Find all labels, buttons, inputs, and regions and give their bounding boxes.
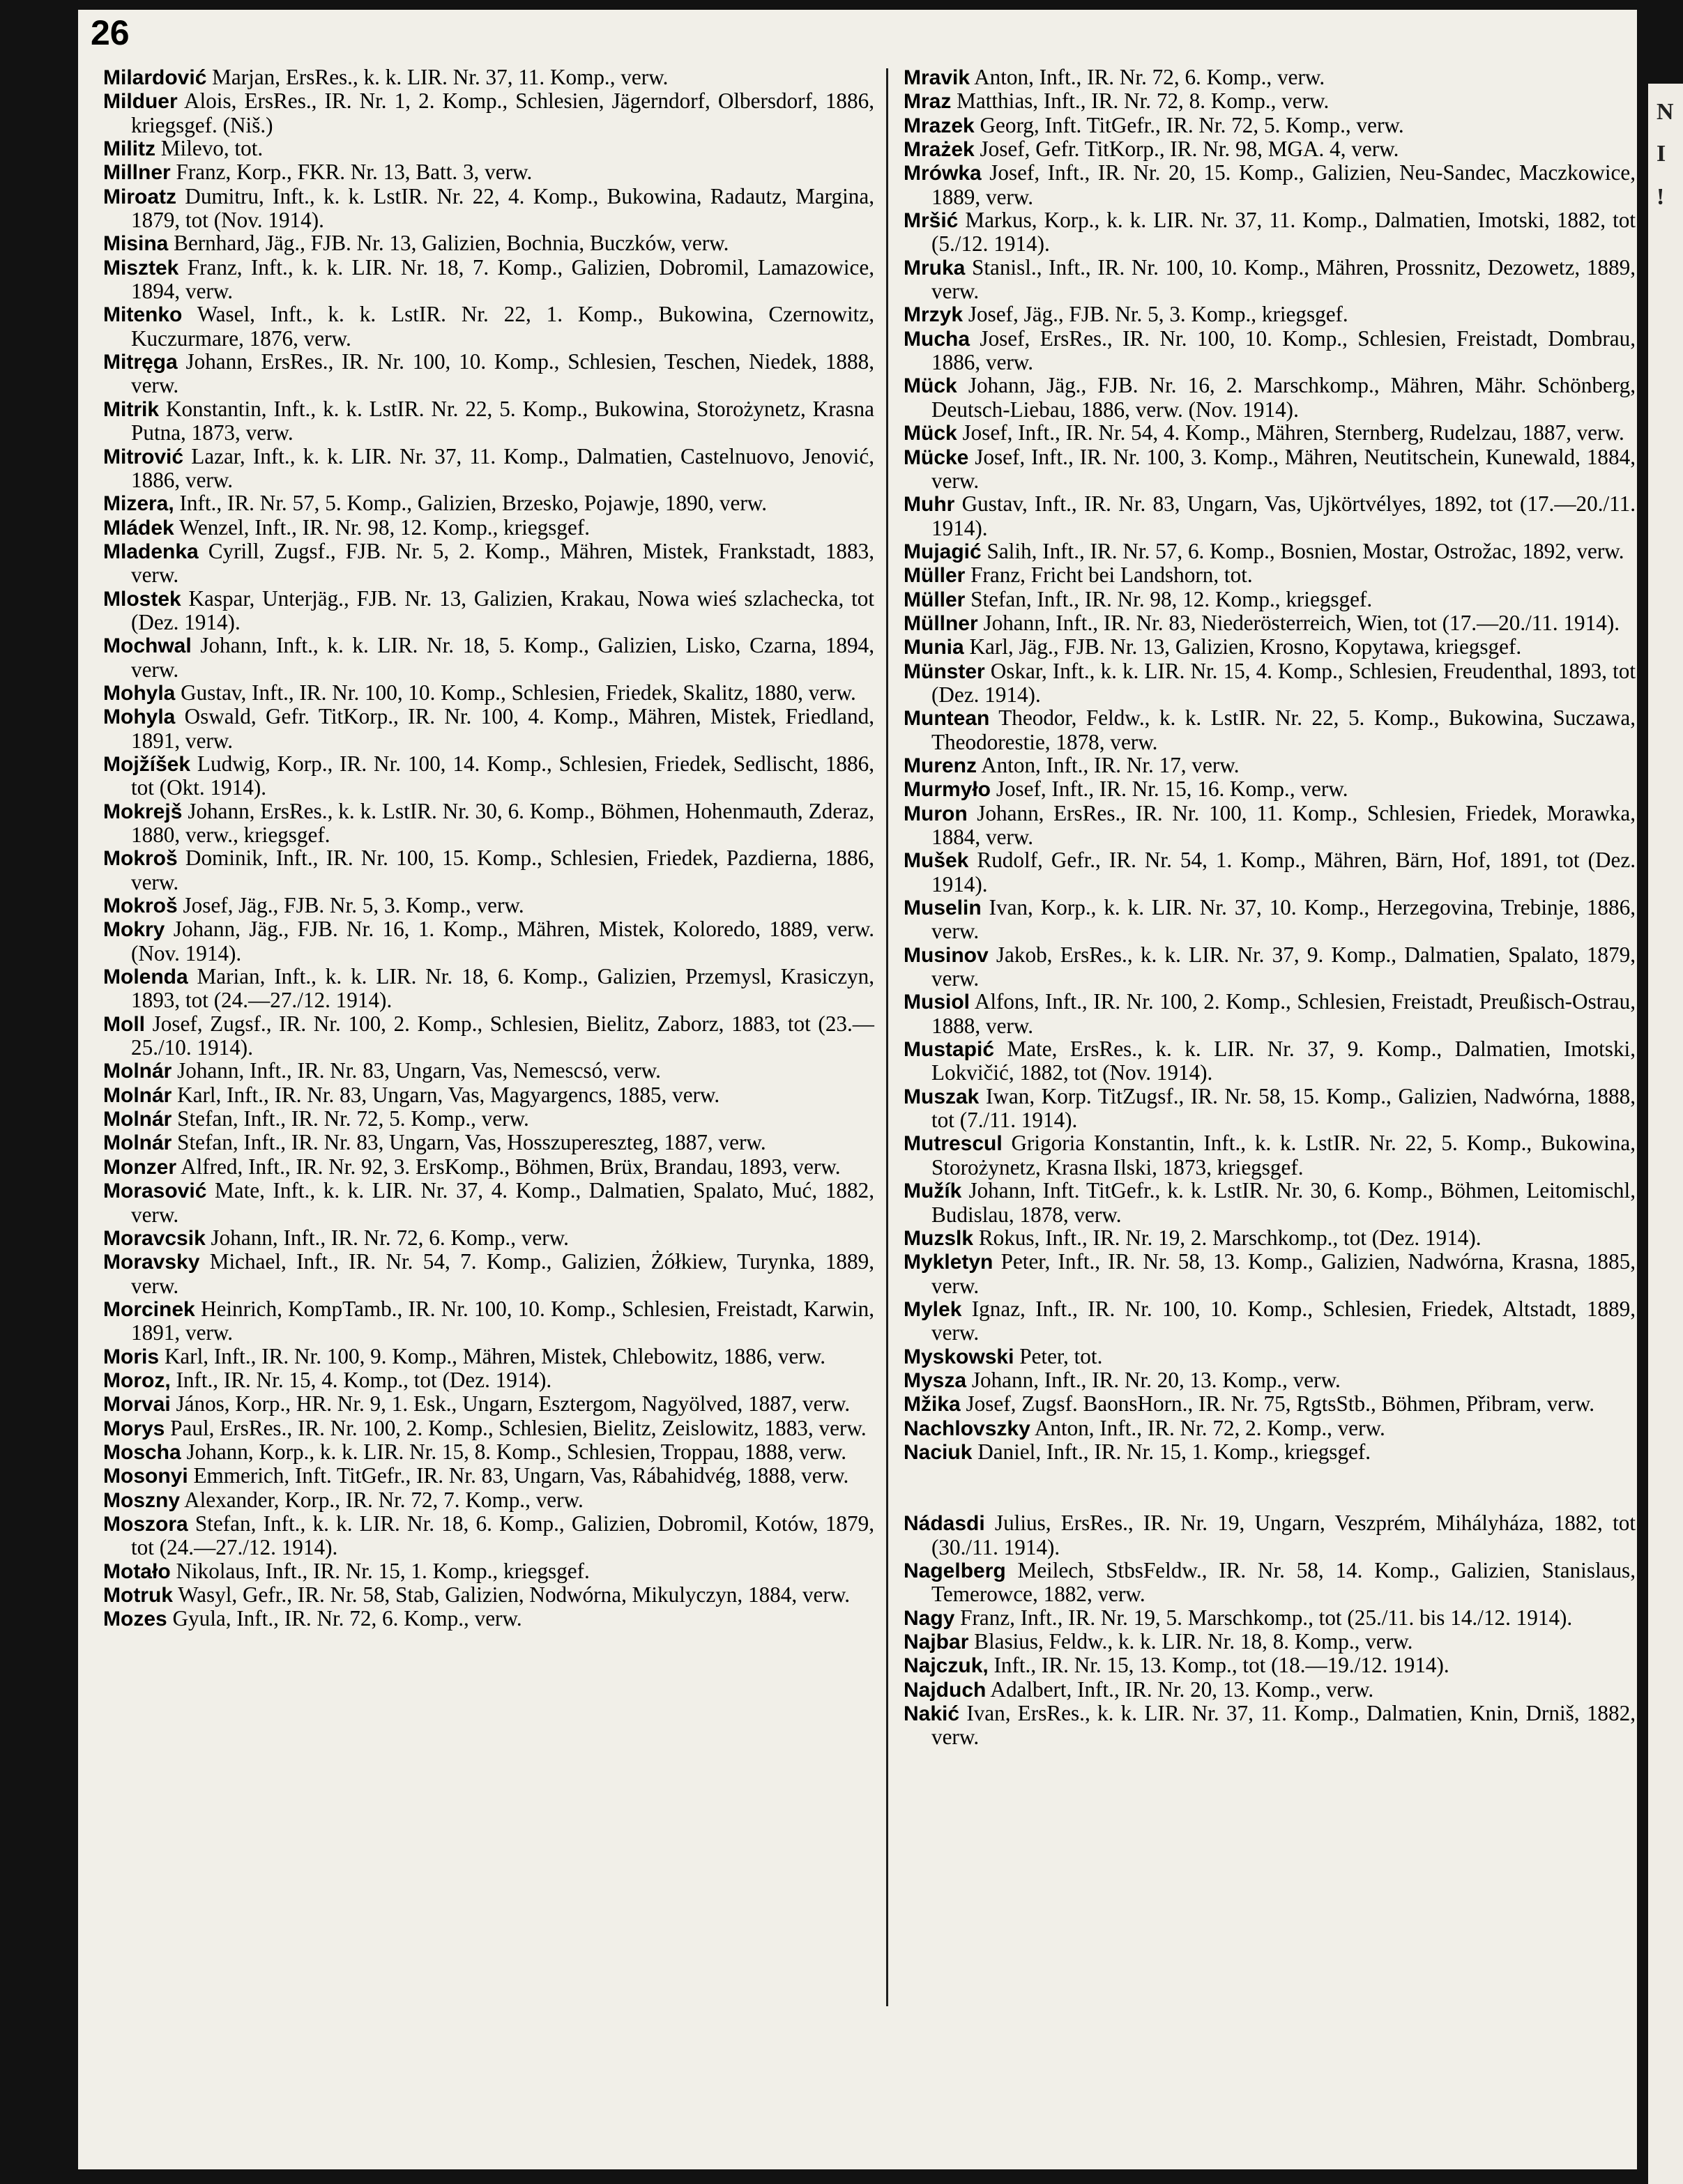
entry-details: Josef, Jäg., FJB. Nr. 5, 3. Komp., kriegsgef.	[963, 302, 1348, 327]
adjacent-page-fragment: !	[1657, 184, 1665, 210]
entry-surname: Mitręga	[103, 351, 178, 374]
casualty-entry	[904, 1037, 1636, 1085]
entry-surname: Mršić	[904, 209, 959, 233]
entry-surname: Mladenka	[103, 540, 199, 563]
entry-surname: Nagelberg	[904, 1559, 1006, 1582]
entry-surname: Mylek	[904, 1297, 962, 1321]
casualty-entry	[904, 754, 1636, 777]
casualty-entry	[103, 1107, 874, 1131]
entry-surname: Molnár	[103, 1131, 172, 1155]
casualty-entry	[103, 917, 874, 965]
entry-surname: Mozes	[103, 1608, 167, 1631]
entry-details: Anton, Inft., IR. Nr. 17, verw.	[977, 752, 1240, 777]
entry-details: Stefan, Inft., IR. Nr. 83, Ungarn, Vas, Hosszupereszteg, 1887, verw.	[172, 1130, 766, 1155]
entry-details: Franz, Inft., IR. Nr. 19, 5. Marschkomp., tot (25./11. bis 14./12. 1914).	[954, 1605, 1573, 1630]
entry-details: Johann, Korp., k. k. LIR. Nr. 15, 8. Komp., Schlesien, Troppau, 1888, verw.	[181, 1439, 847, 1464]
casualty-entry	[103, 256, 874, 303]
casualty-entry	[904, 1702, 1636, 1749]
entry-details: Johann, Jäg., FJB. Nr. 16, 2. Marschkomp., Mähren, Mähr. Schönberg, Deutsch-Liebau, 1886, verw. (Nov. 1914).	[931, 373, 1636, 422]
casualty-entry	[103, 445, 874, 492]
casualty-entry	[103, 1297, 874, 1345]
entry-details: Stefan, Inft., IR. Nr. 98, 12. Komp., kriegsgef.	[965, 586, 1373, 611]
casualty-entry	[103, 397, 874, 445]
casualty-entry	[103, 491, 874, 515]
entry-surname: Mokry	[103, 918, 165, 942]
entry-surname: Moroz,	[103, 1368, 171, 1392]
entry-details: Gyula, Inft., IR. Nr. 72, 6. Komp., verw.	[167, 1606, 522, 1631]
entry-surname: Moris	[103, 1345, 160, 1368]
casualty-entry	[904, 990, 1636, 1037]
casualty-entry	[103, 1131, 874, 1154]
casualty-entry	[103, 1464, 874, 1488]
entry-surname: Militz	[103, 137, 155, 161]
entry-details: Franz, Inft., k. k. LIR. Nr. 18, 7. Komp., Galizien, Dobromil, Lamazowice, 1894, verw.	[131, 254, 874, 304]
entry-details: Alois, ErsRes., IR. Nr. 1, 2. Komp., Schlesien, Jägerndorf, Olbersdorf, 1886, kriegsgef. (Niš.)	[131, 89, 874, 137]
entry-surname: Munia	[904, 636, 964, 659]
entry-details: Markus, Korp., k. k. LIR. Nr. 37, 11. Komp., Dalmatien, Imotski, 1882, tot (5./12. 1914).	[931, 208, 1636, 257]
entry-surname: Molnár	[103, 1083, 172, 1107]
entry-details: Grigoria Konstantin, Inft., k. k. LstIR. Nr. 22, 5. Komp., Bukowina, Storożynetz, Krasna Ilski, 1873, kriegsgef.	[931, 1131, 1636, 1179]
casualty-entry	[904, 89, 1636, 113]
entry-surname: Murenz	[904, 754, 977, 777]
casualty-entry	[904, 635, 1636, 659]
casualty-entry	[103, 231, 874, 255]
entry-surname: Musiol	[904, 991, 970, 1014]
entry-surname: Müller	[904, 588, 966, 611]
entry-details: Daniel, Inft., IR. Nr. 15, 1. Komp., kriegsgef.	[972, 1439, 1371, 1464]
entry-details: Emmerich, Inft. TitGefr., IR. Nr. 83, Ungarn, Vas, Rábahidvég, 1888, verw.	[188, 1463, 849, 1488]
casualty-entry	[103, 1155, 874, 1179]
entry-details: Anton, Inft., IR. Nr. 72, 6. Komp., verw.	[970, 65, 1325, 89]
entry-details: Gustav, Inft., IR. Nr. 100, 10. Komp., Schlesien, Friedek, Skalitz, 1880, verw.	[175, 680, 856, 705]
entry-surname: Mojžíšek	[103, 752, 191, 776]
entry-surname: Müller	[904, 564, 966, 588]
casualty-entry	[103, 634, 874, 681]
casualty-entry	[904, 114, 1636, 137]
entry-surname: Monzer	[103, 1155, 176, 1179]
entry-surname: Moll	[103, 1012, 145, 1036]
casualty-entry	[904, 303, 1636, 326]
entry-details: Meilech, StbsFeldw., IR. Nr. 58, 14. Komp., Galizien, Stanislaus, Temerowce, 1882, verw.	[931, 1557, 1636, 1607]
entry-details: Inft., IR. Nr. 57, 5. Komp., Galizien, Brzesko, Pojawje, 1890, verw.	[174, 491, 768, 516]
entry-details: Blasius, Feldw., k. k. LIR. Nr. 18, 8. Komp., verw.	[968, 1629, 1413, 1654]
casualty-entry	[904, 706, 1636, 754]
entry-details: Michael, Inft., IR. Nr. 54, 7. Komp., Galizien, Żółkiew, Turynka, 1889, verw.	[131, 1249, 874, 1298]
entry-surname: Mlostek	[103, 587, 181, 611]
entry-details: Gustav, Inft., IR. Nr. 83, Ungarn, Vas, Ujkörtvélyes, 1892, tot (17.—20./11. 1914).	[931, 491, 1636, 540]
entry-surname: Nakić	[904, 1702, 960, 1726]
entry-details: Kaspar, Unterjäg., FJB. Nr. 13, Galizien, Krakau, Nowa wieś szlachecka, tot (Dez. 1914).	[131, 586, 874, 634]
entry-details: Peter, tot.	[1014, 1343, 1103, 1368]
entry-details: Josef, Inft., IR. Nr. 20, 15. Komp., Galizien, Neu-Sandec, Maczkowice, 1889, verw.	[931, 160, 1636, 209]
casualty-entry	[904, 896, 1636, 943]
entry-surname: Najczuk,	[904, 1654, 989, 1678]
casualty-entry	[103, 540, 874, 587]
entry-details: Bernhard, Jäg., FJB. Nr. 13, Galizien, Bochnia, Buczków, verw.	[168, 231, 729, 256]
entry-details: Wasyl, Gefr., IR. Nr. 58, Stab, Galizien, Nodwórna, Mikulyczyn, 1884, verw.	[173, 1582, 851, 1607]
entry-surname: Mužík	[904, 1179, 962, 1203]
casualty-entry	[904, 1559, 1636, 1606]
entry-details: Josef, Inft., IR. Nr. 54, 4. Komp., Mähren, Sternberg, Rudelzau, 1887, verw.	[957, 420, 1624, 445]
entry-details: Matthias, Inft., IR. Nr. 72, 8. Komp., verw.	[951, 89, 1330, 114]
adjacent-page-fragment: I	[1657, 141, 1666, 167]
casualty-entry	[904, 777, 1636, 801]
casualty-entry	[103, 1440, 874, 1464]
entry-details: Johann, Inft., k. k. LIR. Nr. 18, 5. Komp., Galizien, Lisko, Czarna, 1894, verw.	[131, 633, 874, 682]
entry-details: Lazar, Inft., k. k. LIR. Nr. 37, 11. Komp., Dalmatien, Castelnuovo, Jenović, 1886, verw.	[131, 443, 874, 492]
entry-details: Karl, Inft., IR. Nr. 83, Ungarn, Vas, Magyargencs, 1885, verw.	[172, 1082, 720, 1107]
entry-surname: Muszak	[904, 1085, 980, 1108]
entry-surname: Miroatz	[103, 185, 176, 208]
casualty-entry	[103, 1607, 874, 1631]
entry-surname: Mochwal	[103, 634, 192, 658]
entry-details: Ivan, ErsRes., k. k. LIR. Nr. 37, 11. Komp., Dalmatien, Knin, Drniš, 1882, verw.	[931, 1701, 1636, 1750]
entry-surname: Misina	[103, 232, 169, 256]
casualty-entry	[904, 943, 1636, 991]
casualty-entry	[904, 1226, 1636, 1250]
entry-details: Alfred, Inft., IR. Nr. 92, 3. ErsKomp., Böhmen, Brüx, Brandau, 1893, verw.	[176, 1154, 841, 1179]
casualty-entry	[103, 1179, 874, 1226]
casualty-entry	[904, 256, 1636, 303]
casualty-entry	[904, 611, 1636, 635]
entry-details: Stefan, Inft., k. k. LIR. Nr. 18, 6. Komp., Galizien, Dobromil, Kotów, 1879, tot (24.—27./12. 1914).	[131, 1511, 874, 1560]
casualty-entry	[904, 1606, 1636, 1630]
casualty-entry	[103, 1250, 874, 1297]
entry-surname: Mohyla	[103, 705, 176, 729]
casualty-entry	[904, 1678, 1636, 1702]
entry-details: Johann, Inft. TitGefr., k. k. LstIR. Nr. 30, 6. Komp., Böhmen, Leitomischl, Budislau, 1878, verw.	[931, 1178, 1636, 1227]
entry-surname: Moszora	[103, 1512, 188, 1536]
casualty-entry	[904, 1179, 1636, 1226]
casualty-entry	[904, 1368, 1636, 1392]
casualty-entry	[904, 1392, 1636, 1416]
entry-details: Josef, Jäg., FJB. Nr. 5, 3. Komp., verw.	[177, 893, 524, 918]
entry-details: Paul, ErsRes., IR. Nr. 100, 2. Komp., Schlesien, Bielitz, Zeislowitz, 1883, verw.	[165, 1415, 867, 1440]
entry-details: Johann, Inft., IR. Nr. 83, Niederösterreich, Wien, tot (17.—20./11. 1914).	[977, 610, 1620, 635]
entry-details: Anton, Inft., IR. Nr. 72, 2. Komp., verw.	[1030, 1415, 1385, 1440]
entry-surname: Molnár	[103, 1060, 172, 1083]
casualty-entry	[103, 1416, 874, 1440]
entry-details: Julius, ErsRes., IR. Nr. 19, Ungarn, Veszprém, Mihályháza, 1882, tot (30./11. 1914).	[931, 1511, 1636, 1559]
casualty-entry	[103, 1583, 874, 1607]
entry-surname: Nagy	[904, 1606, 955, 1630]
casualty-entry	[904, 1297, 1636, 1345]
entry-details: Stefan, Inft., IR. Nr. 72, 5. Komp., verw.	[172, 1106, 529, 1131]
entry-surname: Muselin	[904, 896, 982, 920]
entry-surname: Mohyla	[103, 681, 176, 705]
entry-details: Josef, Gefr. TitKorp., IR. Nr. 98, MGA. 4, verw.	[974, 137, 1399, 162]
adjacent-page-edge	[1648, 84, 1683, 2184]
entry-surname: Moscha	[103, 1440, 181, 1464]
casualty-entry	[103, 965, 874, 1012]
entry-details: Inft., IR. Nr. 15, 4. Komp., tot (Dez. 1914).	[170, 1367, 552, 1392]
entry-surname: Mustapić	[904, 1038, 995, 1062]
entry-surname: Mušek	[904, 849, 969, 873]
casualty-entry	[103, 587, 874, 634]
casualty-entry	[904, 563, 1636, 587]
casualty-entry	[904, 848, 1636, 896]
casualty-entry	[904, 137, 1636, 161]
entry-surname: Mitenko	[103, 303, 183, 327]
entry-surname: Nádasdi	[904, 1512, 985, 1536]
entry-details: Dominik, Inft., IR. Nr. 100, 15. Komp., Schlesien, Friedek, Pazdierna, 1886, verw.	[131, 846, 874, 894]
entry-details: Johann, Inft., IR. Nr. 83, Ungarn, Vas, Nemescsó, verw.	[172, 1058, 661, 1083]
casualty-entry	[904, 1131, 1636, 1179]
casualty-entry	[904, 492, 1636, 540]
entry-details: Oswald, Gefr. TitKorp., IR. Nr. 100, 4. Komp., Mähren, Mistek, Friedland, 1891, verw.	[131, 704, 874, 753]
entry-details: Mate, Inft., k. k. LIR. Nr. 37, 4. Komp., Dalmatien, Spalato, Muć, 1882, verw.	[131, 1178, 874, 1227]
casualty-entry	[103, 752, 874, 800]
entry-details: Marian, Inft., k. k. LIR. Nr. 18, 6. Komp., Galizien, Przemysl, Krasiczyn, 1893, tot (24.—27./12. 1914).	[131, 964, 874, 1013]
entry-surname: Musinov	[904, 943, 989, 967]
entry-surname: Molnár	[103, 1108, 172, 1131]
entry-details: Johann, ErsRes., IR. Nr. 100, 11. Komp., Schlesien, Friedek, Morawka, 1884, verw.	[931, 800, 1636, 849]
entry-surname: Morcinek	[103, 1297, 195, 1321]
entry-details: Milevo, tot.	[155, 136, 264, 161]
entry-details: Marjan, ErsRes., k. k. LIR. Nr. 37, 11. Komp., verw.	[206, 65, 669, 89]
entry-surname: Muron	[904, 802, 968, 825]
entry-details: Ignaz, Inft., IR. Nr. 100, 10. Komp., Schlesien, Friedek, Altstadt, 1889, verw.	[931, 1296, 1636, 1345]
entry-surname: Mitrik	[103, 397, 160, 421]
entry-surname: Mruka	[904, 256, 966, 280]
casualty-entry	[904, 588, 1636, 611]
casualty-entry	[904, 421, 1636, 445]
entry-details: Stanisl., Inft., IR. Nr. 100, 10. Komp., Mähren, Prossnitz, Dezowetz, 1889, verw.	[931, 254, 1636, 304]
entry-surname: Mücke	[904, 445, 969, 469]
casualty-entry	[904, 1085, 1636, 1132]
casualty-entry	[904, 1416, 1636, 1440]
entry-details: Dumitru, Inft., k. k. LstIR. Nr. 22, 4. Komp., Bukowina, Radautz, Margina, 1879, tot (Nov. 1914).	[131, 183, 874, 233]
entry-details: Johann, ErsRes., k. k. LstIR. Nr. 30, 6. Komp., Böhmen, Hohenmauth, Zderaz, 1880, verw., kriegsgef.	[131, 798, 874, 847]
casualty-entry	[904, 161, 1636, 208]
casualty-entry	[103, 1392, 874, 1416]
entry-surname: Myskowski	[904, 1345, 1014, 1368]
casualty-entry	[103, 705, 874, 752]
entry-surname: Mokroš	[103, 847, 178, 871]
casualty-entry	[904, 66, 1636, 89]
entry-details: Johann, Jäg., FJB. Nr. 16, 1. Komp., Mähren, Mistek, Koloredo, 1889, verw. (Nov. 1914).	[131, 917, 874, 965]
casualty-entry	[103, 137, 874, 160]
casualty-entry	[103, 160, 874, 184]
entry-surname: Najduch	[904, 1678, 987, 1702]
entry-surname: Münster	[904, 659, 985, 683]
casualty-entry	[904, 1250, 1636, 1297]
entry-surname: Mizera,	[103, 492, 174, 516]
entry-surname: Morvai	[103, 1393, 171, 1416]
entry-surname: Moravcsik	[103, 1226, 206, 1250]
entry-details: Franz, Korp., FKR. Nr. 13, Batt. 3, verw.	[170, 160, 533, 185]
entry-surname: Molenda	[103, 965, 188, 989]
entry-surname: Mykletyn	[904, 1251, 993, 1274]
entry-details: Theodor, Feldw., k. k. LstIR. Nr. 22, 5. Komp., Bukowina, Suczawa, Theodorestie, 1878, verw.	[931, 705, 1636, 754]
entry-details: Nikolaus, Inft., IR. Nr. 15, 1. Komp., kriegsgef.	[170, 1558, 590, 1583]
entry-surname: Muzslk	[904, 1226, 974, 1250]
entry-surname: Mrówka	[904, 162, 982, 185]
casualty-entry	[904, 1654, 1636, 1677]
entry-surname: Mraz	[904, 90, 952, 114]
entry-surname: Naciuk	[904, 1440, 973, 1464]
entry-surname: Mysza	[904, 1368, 967, 1392]
casualty-entry	[103, 66, 874, 89]
entry-surname: Moszny	[103, 1488, 181, 1512]
casualty-entry	[103, 1559, 874, 1583]
entry-surname: Mück	[904, 374, 957, 398]
entry-surname: Mrzyk	[904, 303, 964, 327]
adjacent-page-fragment: N	[1657, 99, 1674, 125]
entry-details: Adalbert, Inft., IR. Nr. 20, 13. Komp., verw.	[986, 1677, 1374, 1702]
entry-surname: Muhr	[904, 493, 955, 517]
casualty-entry	[103, 1512, 874, 1559]
entry-details: Karl, Inft., IR. Nr. 100, 9. Komp., Mähren, Mistek, Chlebowitz, 1886, verw.	[159, 1343, 825, 1368]
entry-details: Inft., IR. Nr. 15, 13. Komp., tot (18.—19./12. 1914).	[988, 1653, 1449, 1678]
casualty-entry	[103, 516, 874, 540]
entry-surname: Mitrović	[103, 445, 184, 468]
casualty-entry	[103, 89, 874, 137]
entry-details: Josef, Zugsf., IR. Nr. 100, 2. Komp., Schlesien, Bielitz, Zaborz, 1883, tot (23.—25./10. 1914).	[131, 1011, 874, 1060]
entry-surname: Muntean	[904, 707, 990, 731]
entry-surname: Mosonyi	[103, 1465, 188, 1488]
entry-surname: Nachlovszky	[904, 1416, 1030, 1440]
entry-surname: Moravsky	[103, 1251, 200, 1274]
entry-details: János, Korp., HR. Nr. 9, 1. Esk., Ungarn, Esztergom, Nagyölved, 1887, verw.	[170, 1391, 851, 1416]
entry-details: Ludwig, Korp., IR. Nr. 100, 14. Komp., Schlesien, Friedek, Sedlischt, 1886, tot (Okt. 1914).	[131, 751, 874, 800]
entry-details: Jakob, ErsRes., k. k. LIR. Nr. 37, 9. Komp., Dalmatien, Spalato, 1879, verw.	[931, 942, 1636, 991]
casualty-entry	[904, 659, 1636, 707]
casualty-entry	[103, 185, 874, 232]
entry-surname: Motruk	[103, 1584, 173, 1607]
entry-details: Wenzel, Inft., IR. Nr. 98, 12. Komp., kriegsgef.	[174, 514, 591, 540]
casualty-entry	[103, 350, 874, 397]
entry-surname: Motało	[103, 1559, 171, 1583]
entry-details: Josef, Zugsf. BaonsHorn., IR. Nr. 75, RgtsStb., Böhmen, Přibram, verw.	[960, 1391, 1594, 1416]
entry-surname: Mravik	[904, 66, 970, 89]
entry-surname: Milduer	[103, 90, 178, 114]
entry-surname: Mück	[904, 422, 957, 445]
entry-surname: Mládek	[103, 516, 174, 540]
casualty-entry	[103, 1488, 874, 1512]
entry-surname: Mucha	[904, 327, 970, 351]
casualty-entry	[103, 303, 874, 350]
entry-details: Salih, Inft., IR. Nr. 57, 6. Komp., Bosnien, Mostar, Ostrožac, 1892, verw.	[981, 538, 1624, 563]
entry-details: Cyrill, Zugsf., FJB. Nr. 5, 2. Komp., Mähren, Mistek, Frankstadt, 1883, verw.	[131, 538, 874, 588]
entry-details: Alexander, Korp., IR. Nr. 72, 7. Komp., verw.	[180, 1487, 584, 1512]
casualty-entry	[904, 802, 1636, 849]
column-divider	[886, 68, 888, 2006]
casualty-entry	[904, 1630, 1636, 1654]
casualty-entry	[904, 374, 1636, 421]
casualty-entry	[904, 1440, 1636, 1464]
casualty-entry	[103, 1083, 874, 1107]
casualty-entry	[103, 1368, 874, 1392]
entry-surname: Murmyło	[904, 778, 991, 802]
entry-details: Konstantin, Inft., k. k. LstIR. Nr. 22, 5. Komp., Bukowina, Storożynetz, Krasna Putna, 1873, verw.	[131, 396, 874, 445]
entry-details: Johann, ErsRes., IR. Nr. 100, 10. Komp., Schlesien, Teschen, Niedek, 1888, verw.	[131, 349, 874, 398]
entry-details: Wasel, Inft., k. k. LstIR. Nr. 22, 1. Komp., Bukowina, Czernowitz, Kuczurmare, 1876, verw.	[131, 302, 874, 351]
entry-details: Heinrich, KompTamb., IR. Nr. 100, 10. Komp., Schlesien, Freistadt, Karwin, 1891, verw.	[131, 1296, 874, 1345]
entry-details: Rokus, Inft., IR. Nr. 19, 2. Marschkomp., tot (Dez. 1914).	[973, 1225, 1482, 1250]
entry-details: Josef, ErsRes., IR. Nr. 100, 10. Komp., Schlesien, Freistadt, Dombrau, 1886, verw.	[931, 326, 1636, 375]
entry-surname: Mokroš	[103, 894, 178, 918]
entry-details: Johann, Inft., IR. Nr. 72, 6. Komp., verw.	[205, 1225, 569, 1250]
entry-details: Ivan, Korp., k. k. LIR. Nr. 37, 10. Komp., Herzegovina, Trebinje, 1886, verw.	[931, 895, 1636, 944]
entry-details: Johann, Inft., IR. Nr. 20, 13. Komp., verw.	[966, 1367, 1341, 1392]
entry-details: Franz, Fricht bei Landshorn, tot.	[965, 563, 1253, 588]
entry-details: Peter, Inft., IR. Nr. 58, 13. Komp., Galizien, Nadwórna, Krasna, 1885, verw.	[931, 1249, 1636, 1298]
casualty-entry	[904, 1345, 1636, 1368]
entry-surname: Morasović	[103, 1179, 207, 1203]
casualty-entry	[103, 1226, 874, 1250]
entry-details: Mate, ErsRes., k. k. LIR. Nr. 37, 9. Komp., Dalmatien, Imotski, Lokvičić, 1882, tot (Nov. 1914).	[931, 1037, 1636, 1085]
page-number: 26	[91, 13, 130, 52]
entry-details: Josef, Inft., IR. Nr. 100, 3. Komp., Mähren, Neutitschein, Kunewald, 1884, verw.	[931, 444, 1636, 493]
casualty-entry	[103, 1059, 874, 1083]
casualty-entry	[103, 800, 874, 847]
entry-surname: Morys	[103, 1416, 165, 1440]
casualty-entry	[103, 1012, 874, 1060]
left-column	[103, 66, 874, 1631]
entry-details: Georg, Inft. TitGefr., IR. Nr. 72, 5. Komp., verw.	[974, 112, 1404, 137]
entry-surname: Milardović	[103, 66, 207, 89]
casualty-entry	[904, 327, 1636, 374]
casualty-entry	[103, 1345, 874, 1368]
entry-surname: Millner	[103, 161, 171, 185]
entry-surname: Mrazek	[904, 114, 975, 137]
entry-details: Iwan, Korp. TitZugsf., IR. Nr. 58, 15. Komp., Galizien, Nadwórna, 1888, tot (7./11. 1914).	[931, 1083, 1636, 1133]
entry-surname: Mrażek	[904, 138, 975, 162]
entry-surname: Mutrescul	[904, 1132, 1003, 1156]
entry-surname: Müllner	[904, 611, 978, 635]
entry-surname: Najbar	[904, 1631, 969, 1654]
casualty-entry	[904, 1511, 1636, 1559]
entry-details: Karl, Jäg., FJB. Nr. 13, Galizien, Krosno, Kopytawa, kriegsgef.	[964, 634, 1522, 659]
entry-surname: Mujagić	[904, 540, 982, 563]
entry-surname: Mžika	[904, 1393, 961, 1416]
right-column	[904, 66, 1636, 1749]
casualty-entry	[904, 540, 1636, 563]
casualty-entry	[904, 445, 1636, 493]
entry-details: Josef, Inft., IR. Nr. 15, 16. Komp., verw.	[991, 777, 1348, 802]
entry-surname: Mokrejš	[103, 800, 183, 823]
casualty-entry	[103, 846, 874, 894]
casualty-entry	[103, 894, 874, 917]
casualty-entry	[103, 681, 874, 705]
entry-details: Oskar, Inft., k. k. LIR. Nr. 15, 4. Komp., Schlesien, Freudenthal, 1893, tot (Dez. 1914).	[931, 658, 1636, 707]
entry-details: Rudolf, Gefr., IR. Nr. 54, 1. Komp., Mähren, Bärn, Hof, 1891, tot (Dez. 1914).	[931, 848, 1636, 896]
entry-details: Alfons, Inft., IR. Nr. 100, 2. Komp., Schlesien, Freistadt, Preußisch-Ostrau, 1888, verw.	[931, 989, 1636, 1038]
entry-surname: Misztek	[103, 256, 179, 280]
casualty-entry	[904, 208, 1636, 256]
